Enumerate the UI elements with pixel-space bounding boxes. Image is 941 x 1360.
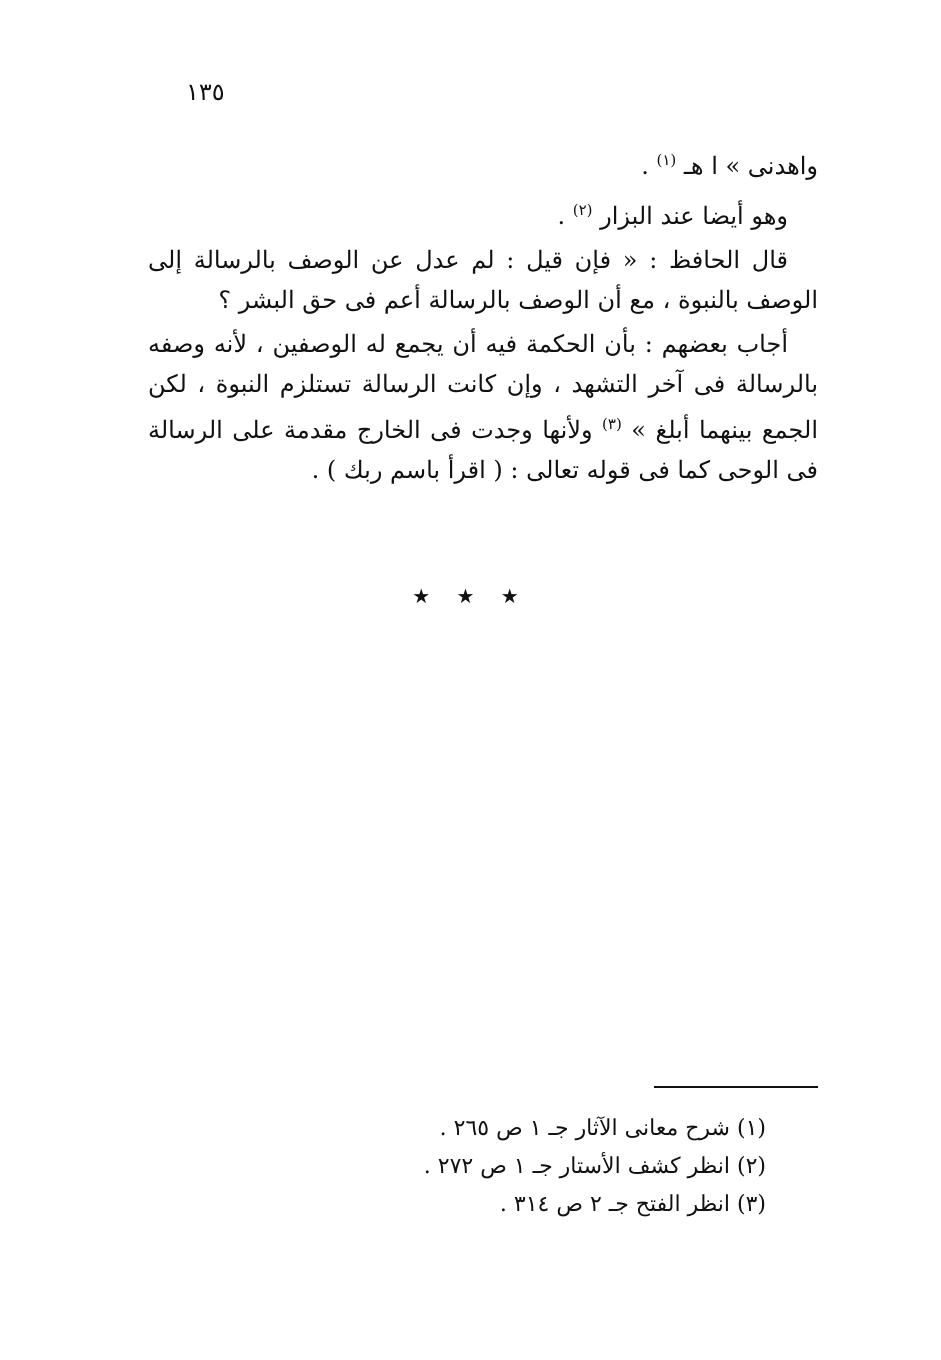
footnote-3: (٣) انظر الفتح جـ ٢ ص ٣١٤ . (499, 1192, 766, 1217)
footnote-2: (٢) انظر كشف الأستار جـ ١ ص ٢٧٢ . (423, 1154, 766, 1179)
paragraph-1-text: واهدنى » ا هـ (676, 152, 818, 180)
footnote-ref-1: (١) (656, 151, 677, 169)
section-separator: ★ ★ ★ (412, 584, 529, 608)
page-number: ١٣٥ (186, 78, 225, 106)
paragraph-4-text: ولأنها وجدت فى الخارج مقدمة على الرسالة فى الوحى كما فى قوله تعالى : ( اقرأ باسم ربك ) . (148, 416, 818, 484)
footnote-ref-2: (٢) (572, 201, 593, 219)
footnote-ref-3: (٣) (602, 415, 622, 433)
paragraph-2-end: . (557, 202, 573, 230)
main-text (148, 140, 818, 490)
paragraph-4-start: أجاب بعضهم : بأن الحكمة فيه أن يجمع له الوصفين ، لأنه وصفه بالرسالة فى آخر التشهد ، وإن كانت الرسالة تستلزم النبوة ، لكن الجمع بينهما أبلغ » (148, 330, 818, 444)
paragraph-2-text: وهو أيضا عند البزار (592, 202, 788, 230)
paragraph-4 (148, 324, 818, 490)
paragraph-2 (148, 190, 818, 236)
footnotes (380, 1110, 766, 1224)
paragraph-1 (148, 140, 818, 186)
footnote-divider (654, 1086, 818, 1088)
paragraph-3: قال الحافظ : « فإن قيل : لم عدل عن الوصف بالرسالة إلى الوصف بالنبوة ، مع أن الوصف بالرسالة أعم فى حق البشر ؟ (148, 246, 818, 314)
footnote-1: (١) شرح معانى الآثار جـ ١ ص ٢٦٥ . (439, 1116, 766, 1141)
paragraph-1-end: . (641, 152, 657, 180)
